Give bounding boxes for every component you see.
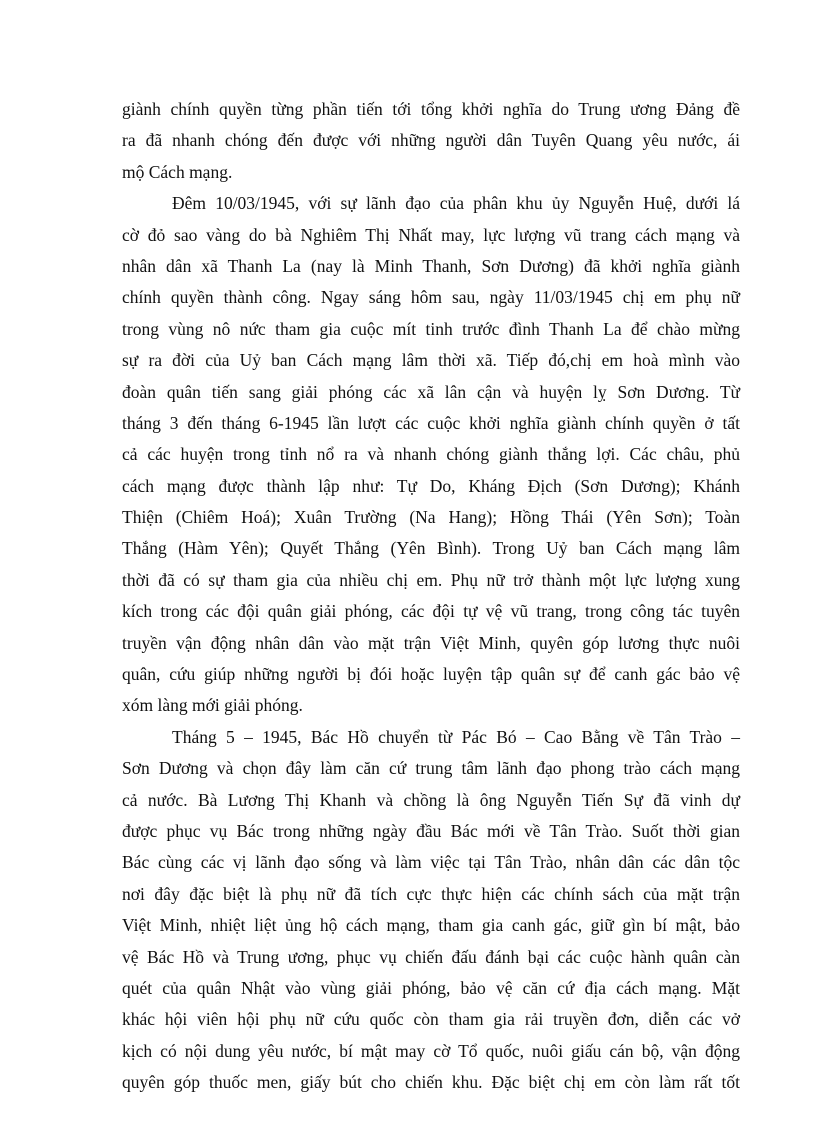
text-line: đoàn quân tiến sang giải phóng các xã lân cận và huyện lỵ Sơn Dương. Từ: [122, 381, 740, 402]
text-line: giành chính quyền từng phần tiến tới tổng khởi nghĩa do Trung ương Đảng đề: [122, 99, 740, 119]
text-line: thời đã có sự tham gia của nhiều chị em. Phụ nữ trở thành một lực lượng xung: [122, 569, 740, 590]
text-line: nhân dân xã Thanh La (nay là Minh Thanh, Sơn Dương) đã khởi nghĩa giành: [122, 255, 740, 276]
text-line: được phục vụ Bác trong những ngày đầu Bác mới về Tân Trào. Suốt thời gian: [122, 820, 740, 841]
text-line: xóm làng mới giải phóng.: [122, 695, 303, 716]
text-line: Việt Minh, nhiệt liệt ủng hộ cách mạng, tham gia canh gác, giữ gìn bí mật, bảo: [122, 915, 740, 936]
paragraph-2: [122, 188, 740, 722]
text-line: Bác cùng các vị lãnh đạo sống và làm việc tại Tân Trào, nhân dân các dân tộc: [122, 852, 740, 873]
text-line: cả nước. Bà Lương Thị Khanh và chồng là ông Nguyễn Tiến Sự đã vinh dự: [122, 789, 740, 810]
text-line: kịch có nội dung yêu nước, bí mật may cờ Tổ quốc, nuôi giấu cán bộ, vận động: [122, 1040, 740, 1061]
text-line: cờ đỏ sao vàng do bà Nghiêm Thị Nhất may, lực lượng vũ trang cách mạng và: [122, 224, 740, 245]
text-line: cả các huyện trong tỉnh nổ ra và nhanh chóng giành thắng lợi. Các châu, phủ: [122, 444, 740, 465]
text-line: kích trong các đội quân giải phóng, các đội tự vệ vũ trang, trong công tác tuyên: [122, 601, 740, 622]
paragraph-1: [122, 94, 740, 188]
text-line: truyền vận động nhân dân vào mặt trận Việt Minh, quyên góp lương thực nuôi: [122, 632, 740, 653]
text-line: vệ Bác Hồ và Trung ương, phục vụ chiến đấu đánh bại các cuộc hành quân càn: [122, 946, 740, 967]
text-line: quyên góp thuốc men, giấy bút cho chiến khu. Đặc biệt chị em còn làm rất tốt: [122, 1072, 740, 1093]
text-line: sự ra đời của Uỷ ban Cách mạng lâm thời xã. Tiếp đó,chị em hoà mình vào: [122, 350, 740, 371]
text-line: tháng 3 đến tháng 6-1945 lần lượt các cuộc khởi nghĩa giành chính quyền ở tất: [122, 412, 740, 433]
text-line: Thắng (Hàm Yên); Quyết Thắng (Yên Bình). Trong Uỷ ban Cách mạng lâm: [122, 538, 740, 559]
paragraph-3: [122, 722, 740, 1099]
text-line: khác hội viên hội phụ nữ cứu quốc còn tham gia rải truyền đơn, diễn các vở: [122, 1009, 740, 1030]
text-line: Sơn Dương và chọn đây làm căn cứ trung tâm lãnh đạo phong trào cách mạng: [122, 758, 740, 779]
text-line: Đêm 10/03/1945, với sự lãnh đạo của phân khu ủy Nguyễn Huệ, dưới lá: [172, 193, 740, 214]
text-line: ra đã nhanh chóng đến được với những người dân Tuyên Quang yêu nước, ái: [122, 130, 740, 151]
text-line: nơi đây đặc biệt là phụ nữ đã tích cực thực hiện các chính sách của mặt trận: [122, 883, 740, 904]
text-line: Thiện (Chiêm Hoá); Xuân Trường (Na Hang); Hồng Thái (Yên Sơn); Toàn: [122, 507, 740, 528]
text-line: quét của quân Nhật vào vùng giải phóng, bảo vệ căn cứ địa cách mạng. Mặt: [122, 977, 740, 998]
document-page: [122, 94, 740, 1099]
text-line: chính quyền thành công. Ngay sáng hôm sau, ngày 11/03/1945 chị em phụ nữ: [122, 287, 740, 308]
text-line: mộ Cách mạng.: [122, 161, 233, 182]
text-line: trong vùng nô nức tham gia cuộc mít tinh trước đình Thanh La để chào mừng: [122, 318, 740, 339]
text-line: cách mạng được thành lập như: Tự Do, Kháng Địch (Sơn Dương); Khánh: [122, 475, 740, 496]
text-line: Tháng 5 – 1945, Bác Hồ chuyển từ Pác Bó – Cao Bằng về Tân Trào –: [172, 726, 740, 747]
text-line: quân, cứu giúp những người bị đói hoặc luyện tập quân sự để canh gác bảo vệ: [122, 664, 740, 685]
